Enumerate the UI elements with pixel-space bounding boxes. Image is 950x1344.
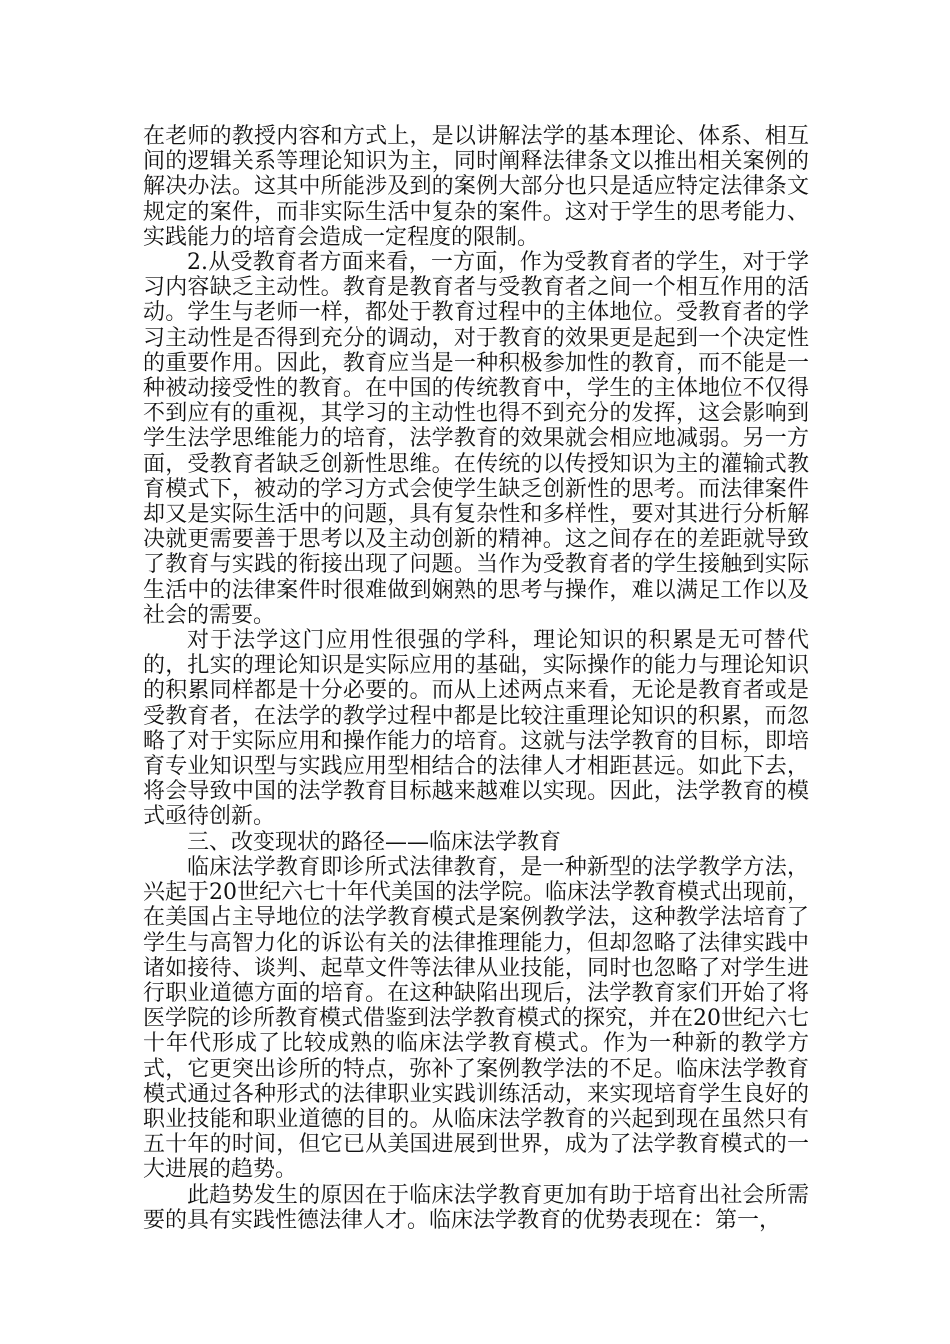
paragraph-continuation: 在老师的教授内容和方式上，是以讲解法学的基本理论、体系、相互间的逻辑关系等理论知识为主，同时阐释法律条文以推出相关案例的解决办法。这其中所能涉及到的案例大部分也只是适应特定法律条文规定的案件，而非实际生活中复杂的案件。这对于学生的思考能力、实践能力的培育会造成一定程度的限制。 (143, 124, 809, 250)
paragraph-trend-reason: 此趋势发生的原因在于临床法学教育更加有助于培育出社会所需要的具有实践性德法律人才。临床法学教育的优势表现在：第一， (143, 1182, 809, 1233)
document-body (143, 124, 809, 1233)
paragraph-clinical-education: 临床法学教育即诊所式法律教育，是一种新型的法学教学方法，兴起于20世纪六七十年代美国的法学院。临床法学教育模式出现前，在美国占主导地位的法学教育模式是案例教学法，这种教学法培育了学生与高智力化的诉讼有关的法律推理能力，但却忽略了法律实践中诸如接待、谈判、起草文件等法律从业技能，同时也忽略了对学生进行职业道德方面的培育。在这种缺陷出现后，法学教育家们开始了将医学院的诊所教育模式借鉴到法学教育模式的探究，并在20世纪六七十年代形成了比较成熟的临床法学教育模式。作为一种新的教学方式，它更突出诊所的特点，弥补了案例教学法的不足。临床法学教育模式通过各种形式的法律职业实践训练活动，来实现培育学生良好的职业技能和职业道德的目的。从临床法学教育的兴起到现在虽然只有五十年的时间，但它已从美国进展到世界，成为了法学教育模式的一大进展的趋势。 (143, 854, 809, 1183)
paragraph-learner-perspective: 2.从受教育者方面来看，一方面，作为受教育者的学生，对于学习内容缺乏主动性。教育是教育者与受教育者之间一个相互作用的活动。学生与老师一样，都处于教育过程中的主体地位。受教育者的学习主动性是否得到充分的调动，对于教育的效果更是起到一个决定性的重要作用。因此，教育应当是一种积极参加性的教育，而不能是一种被动接受性的教育。在中国的传统教育中，学生的主体地位不仅得不到应有的重视，其学习的主动性也得不到充分的发挥，这会影响到学生法学思维能力的培育，法学教育的效果就会相应地减弱。另一方面，受教育者缺乏创新性思维。在传统的以传授知识为主的灌输式教育模式下，被动的学习方式会使学生缺乏创新性的思考。而法律案件却又是实际生活中的问题，具有复杂性和多样性，要对其进行分析解决就更需要善于思考以及主动创新的精神。这之间存在的差距就导致了教育与实践的衔接出现了问题。当作为受教育者的学生接触到实际生活中的法律案件时很难做到娴熟的思考与操作，难以满足工作以及社会的需要。 (143, 250, 809, 628)
section-heading: 三、改变现状的路径——临床法学教育 (187, 829, 562, 855)
paragraph-theory-practice: 对于法学这门应用性很强的学科，理论知识的积累是无可替代的，扎实的理论知识是实际应用的基础，实际操作的能力与理论知识的积累同样都是十分必要的。而从上述两点来看，无论是教育者或是受教育者，在法学的教学过程中都是比较注重理论知识的积累，而忽略了对于实际应用和操作能力的培育。这就与法学教育的目标，即培育专业知识型与实践应用型相结合的法律人才相距甚远。如此下去，将会导致中国的法学教育目标越来越难以实现。因此，法学教育的模式亟待创新。 (143, 628, 809, 830)
